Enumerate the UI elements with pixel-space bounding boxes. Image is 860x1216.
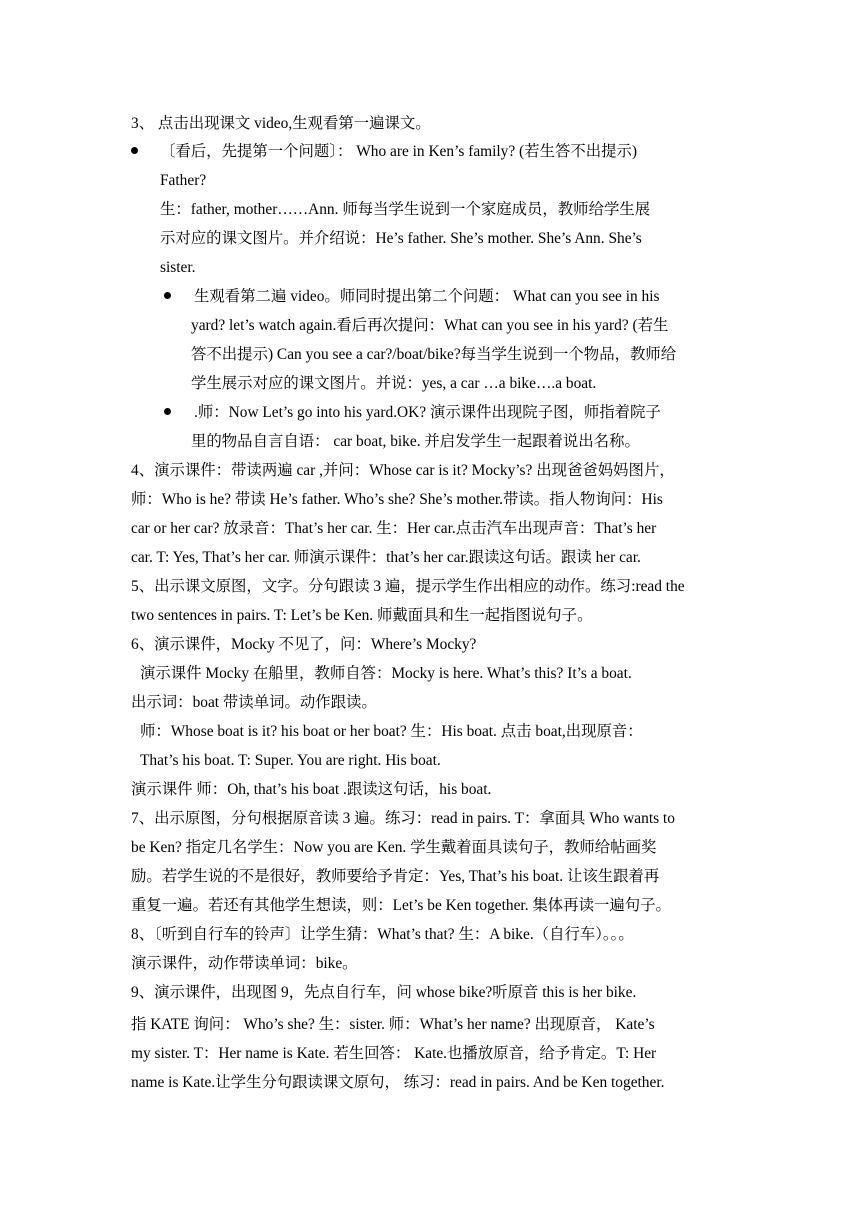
text-line: two sentences in pairs. T: Let’s be Ken. 师戴面具和生一起指图说句子。 — [131, 607, 593, 624]
text-line: 励。若学生说的不是很好，教师要给予肯定：Yes, That’s his boat. 让该生跟着再 — [131, 868, 660, 885]
text-line: 里的物品自言自语： car boat, bike. 并启发学生一起跟着说出名称。 — [191, 433, 640, 450]
step-9-line: 9、演示课件，出现图 9，先点自行车，问 whose bike?听原音 this is her bike. — [131, 984, 637, 1001]
text-line: car. T: Yes, That’s her car. 师演示课件：that’s her car.跟读这句话。跟读 her car. — [131, 549, 641, 566]
text-line: 演示课件 师：Oh, that’s his boat .跟读这句话，his boat. — [131, 781, 492, 798]
step-8-line: 8、〔听到自行车的铃声〕让学生猜：What’s that? 生：A bike.（自行车）。。。 — [131, 926, 634, 943]
step-3-line: 3、 点击出现课文 video,生观看第一遍课文。 — [131, 115, 431, 132]
step-7-line: 7、出示原图，分句根据原音读 3 遍。练习：read in pairs. T：拿面具 Who wants to — [131, 810, 675, 827]
text-line: 师：Who is he? 带读 He’s father. Who’s she? She’s mother.带读。指人物询问：His — [131, 491, 663, 508]
question-1-line: 〔看后，先提第一个问题〕： Who are in Ken’s family? (若生答不出提示) — [160, 143, 638, 160]
text-line: sister. — [160, 259, 196, 276]
text-line: That’s his boat. T: Super. You are right. His boat. — [140, 752, 441, 769]
text-line: be Ken? 指定几名学生：Now you are Ken. 学生戴着面具读句子，教师给帖画奖 — [131, 839, 657, 856]
bullet-icon — [164, 408, 171, 415]
text-line: 重复一遍。若还有其他学生想读，则：Let’s be Ken together. 集体再读一遍句子。 — [131, 897, 671, 914]
text-line: 指 KATE 询问： Who’s she? 生：sister. 师：What’s her name? 出现原音， Kate’s — [131, 1016, 655, 1033]
text-line: my sister. T：Her name is Kate. 若生回答： Kate.也播放原音，给予肯定。T: Her — [131, 1045, 657, 1062]
step-4-line: 4、演示课件：带读两遍 car ,并问：Whose car is it? Mocky’s? 出现爸爸妈妈图片， — [131, 462, 675, 479]
text-line: 答不出提示) Can you see a car?/boat/bike?每当学生说到一个物品，教师给 — [191, 346, 677, 363]
text-line: 示对应的课文图片。并介绍说：He’s father. She’s mother. She’s Ann. She’s — [160, 230, 642, 247]
text-line: 师：Whose boat is it? his boat or her boat? 生：His boat. 点击 boat,出现原音： — [140, 723, 643, 740]
text-line: 生：father, mother……Ann. 师每当学生说到一个家庭成员，教师给学生展 — [160, 201, 651, 218]
text-line: 演示课件 Mocky 在船里，教师自答：Mocky is here. What’s this? It’s a boat. — [140, 665, 632, 682]
question-2-line: 生观看第二遍 video。师同时提出第二个问题： What can you see in his — [194, 288, 660, 305]
bullet-icon — [164, 292, 171, 299]
step-6-line: 6、演示课件，Mocky 不见了，问：Where’s Mocky? — [131, 636, 477, 653]
text-line: yard? let’s watch again.看后再次提问：What can you see in his yard? (若生 — [191, 317, 669, 334]
text-line: 出示词：boat 带读单词。动作跟读。 — [131, 694, 377, 711]
text-line: 学生展示对应的课文图片。并说：yes, a car …a bike….a boat. — [191, 375, 597, 392]
text-line: name is Kate.让学生分句跟读课文原句， 练习：read in pairs. And be Ken together. — [131, 1074, 665, 1091]
text-line: 演示课件，动作带读单词：bike。 — [131, 955, 358, 972]
bullet-icon — [131, 147, 138, 154]
text-line: car or her car? 放录音：That’s her car. 生：Her car.点击汽车出现声音：That’s her — [131, 520, 657, 537]
step-5-line: 5、出示课文原图，文字。分句跟读 3 遍，提示学生作出相应的动作。练习:read the — [131, 578, 685, 595]
hint-line: Father? — [160, 172, 207, 189]
text-line: .师：Now Let’s go into his yard.OK? 演示课件出现院子图，师指着院子 — [194, 404, 661, 421]
